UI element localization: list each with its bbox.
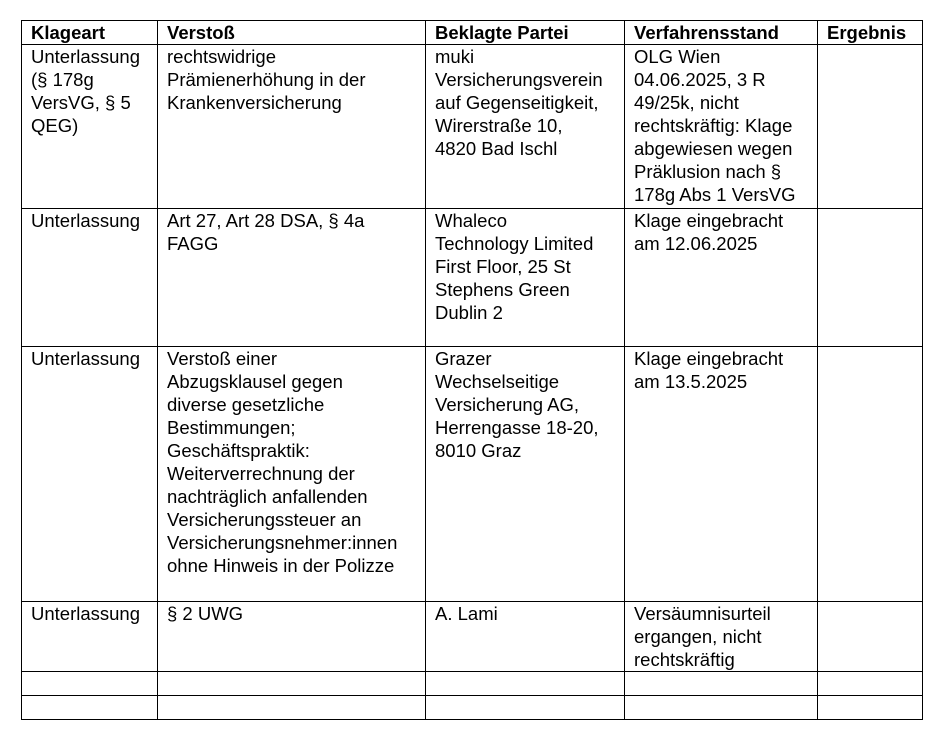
cell-klageart [22, 672, 158, 696]
cell-ergebnis [818, 602, 923, 672]
cell-verstoss: Art 27, Art 28 DSA, § 4a FAGG [158, 209, 426, 347]
header-ergebnis: Ergebnis [818, 21, 923, 45]
header-klageart: Klageart [22, 21, 158, 45]
cell-ergebnis [818, 209, 923, 347]
header-row [22, 21, 923, 45]
cases-table [21, 20, 923, 720]
cell-beklagte-partei: muki Versicherungsverein auf Gegenseitigkeit, Wirerstraße 10, 4820 Bad Ischl [426, 45, 625, 209]
header-verfahrensstand: Verfahrensstand [625, 21, 818, 45]
header-beklagte-partei: Beklagte Partei [426, 21, 625, 45]
cell-ergebnis [818, 672, 923, 696]
cell-verstoss [158, 672, 426, 696]
cell-ergebnis [818, 347, 923, 602]
cell-beklagte-partei: A. Lami [426, 602, 625, 672]
cell-verfahrensstand: Klage eingebracht am 12.06.2025 [625, 209, 818, 347]
cell-verstoss: § 2 UWG [158, 602, 426, 672]
header-verstoss: Verstoß [158, 21, 426, 45]
table-row [22, 672, 923, 696]
cell-klageart: Unterlassung [22, 347, 158, 602]
cell-verstoss: rechtswidrige Prämienerhöhung in der Krankenversicherung [158, 45, 426, 209]
cell-beklagte-partei: Whaleco Technology Limited First Floor, 25 St Stephens Green Dublin 2 [426, 209, 625, 347]
table-row [22, 347, 923, 602]
cell-beklagte-partei [426, 672, 625, 696]
cell-verstoss [158, 696, 426, 720]
cell-verfahrensstand: Versäumnisurteil ergangen, nicht rechtskräftig [625, 602, 818, 672]
cell-verstoss: Verstoß einer Abzugsklausel gegen diverse gesetzliche Bestimmungen; Geschäftspraktik: Weiterverrechnung der nachträglich anfallenden Versicherungssteuer an Versicherungsnehmer:innen ohne Hinweis in der Polizze [158, 347, 426, 602]
cell-klageart: Unterlassung (§ 178g VersVG, § 5 QEG) [22, 45, 158, 209]
cell-verfahrensstand: OLG Wien 04.06.2025, 3 R 49/25k, nicht rechtskräftig: Klage abgewiesen wegen Präklusion nach § 178g Abs 1 VersVG [625, 45, 818, 209]
table-row [22, 209, 923, 347]
cell-klageart [22, 696, 158, 720]
cell-verfahrensstand [625, 672, 818, 696]
cell-ergebnis [818, 45, 923, 209]
cell-beklagte-partei: Grazer Wechselseitige Versicherung AG, Herrengasse 18-20, 8010 Graz [426, 347, 625, 602]
table-row [22, 602, 923, 672]
cell-ergebnis [818, 696, 923, 720]
table-row [22, 696, 923, 720]
cell-verfahrensstand: Klage eingebracht am 13.5.2025 [625, 347, 818, 602]
cell-klageart: Unterlassung [22, 602, 158, 672]
cell-beklagte-partei [426, 696, 625, 720]
table-row [22, 45, 923, 209]
cell-klageart: Unterlassung [22, 209, 158, 347]
cell-verfahrensstand [625, 696, 818, 720]
